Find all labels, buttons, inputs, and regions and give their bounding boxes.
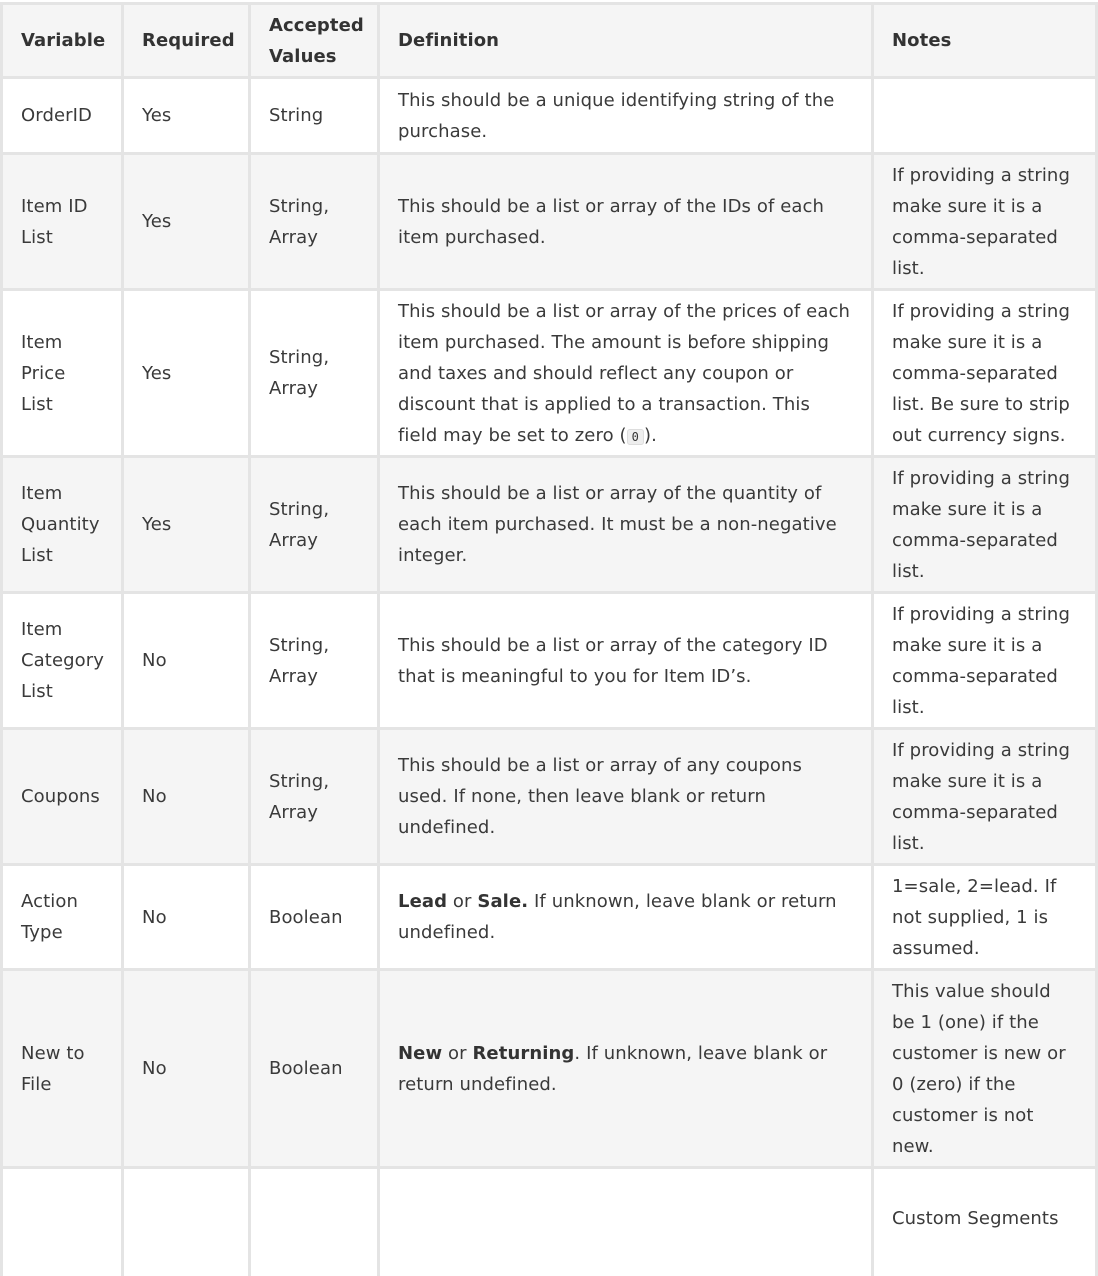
definition-text-end: ). [643, 424, 657, 446]
cell-variable: Coupons [2, 729, 123, 865]
cell-variable: Item ID List [2, 154, 123, 290]
cell-definition [379, 970, 873, 1168]
definition-text: If unknown, leave blank or return undefined. [398, 891, 837, 943]
cell-required: No [123, 970, 250, 1168]
cell-variable: Item Quantity List [2, 457, 123, 593]
cell-required: Yes [123, 290, 250, 457]
cell-variable: New to File [2, 970, 123, 1168]
definition-bold-term: Lead [398, 891, 448, 912]
table-row [2, 457, 1097, 593]
inline-code: 0 [627, 429, 644, 445]
cell-notes: If providing a string make sure it is a comma-separated list. [873, 729, 1097, 865]
cell-required: Yes [123, 457, 250, 593]
cell-definition: This should be a list or array of the quantity of each item purchased. It must be a non-negative integer. [379, 457, 873, 593]
table-header-row [2, 4, 1097, 78]
cell-accepted-values: String, Array [250, 729, 379, 865]
cell-required: Yes [123, 154, 250, 290]
cell-variable: Item Category List [2, 593, 123, 729]
table-row [2, 290, 1097, 457]
table-row [2, 865, 1097, 970]
header-notes: Notes [873, 4, 1097, 78]
cell-variable: OrderID [2, 78, 123, 154]
variables-table [0, 2, 1098, 1276]
header-required: Required [123, 4, 250, 78]
table-row [2, 593, 1097, 729]
cell-notes: This value should be 1 (one) if the customer is new or 0 (zero) if the customer is not new. [873, 970, 1097, 1168]
cell-accepted-values: String, Array [250, 290, 379, 457]
cell-accepted-values: String, Array [250, 457, 379, 593]
table-row [2, 1168, 1097, 1276]
table-row [2, 154, 1097, 290]
cell-required: No [123, 729, 250, 865]
table-row [2, 729, 1097, 865]
definition-text: This should be a list or array of the prices of each item purchased. The amount is before shipping and taxes and should reflect any coupon or discount that is applied to a transaction. This field may be set to zero ( [398, 300, 850, 446]
cell-notes: 1=sale, 2=lead. If not supplied, 1 is assumed. [873, 865, 1097, 970]
cell-definition [379, 290, 873, 457]
definition-bold-term: Returning [472, 1042, 575, 1064]
cell-notes: If providing a string make sure it is a comma-separated list. [873, 457, 1097, 593]
cell-accepted-values: String, Array [250, 593, 379, 729]
cell-accepted-values [250, 1168, 379, 1276]
cell-definition: This should be a unique identifying string of the purchase. [379, 78, 873, 154]
cell-variable: Item Price List [2, 290, 123, 457]
header-accepted-values: Accepted Values [250, 4, 379, 78]
cell-notes: If providing a string make sure it is a comma-separated list. Be sure to strip out currency signs. [873, 290, 1097, 457]
cell-definition: This should be a list or array of any coupons used. If none, then leave blank or return undefined. [379, 729, 873, 865]
cell-accepted-values: Boolean [250, 970, 379, 1168]
cell-required [123, 1168, 250, 1276]
definition-bold-term: New [398, 1042, 443, 1064]
cell-variable: Action Type [2, 865, 123, 970]
cell-definition [379, 865, 873, 970]
definition-text: or [442, 1042, 473, 1064]
cell-notes [873, 1168, 1097, 1276]
cell-required: No [123, 593, 250, 729]
header-definition: Definition [379, 4, 873, 78]
table-row [2, 78, 1097, 154]
cell-notes: If providing a string make sure it is a comma-separated list. [873, 593, 1097, 729]
cell-variable [2, 1168, 123, 1276]
definition-bold-term: Sale. [477, 891, 529, 912]
definition-text: or [447, 891, 478, 912]
notes-partial-text: Custom Segments [892, 1208, 1059, 1229]
cell-accepted-values: String, Array [250, 154, 379, 290]
header-variable: Variable [2, 4, 123, 78]
cell-required: Yes [123, 78, 250, 154]
cell-accepted-values: String [250, 78, 379, 154]
cell-notes: If providing a string make sure it is a comma-separated list. [873, 154, 1097, 290]
table-row [2, 970, 1097, 1168]
definition-text: . If unknown, leave blank or return undefined. [398, 1042, 828, 1095]
cell-notes [873, 78, 1097, 154]
cell-definition: This should be a list or array of the IDs of each item purchased. [379, 154, 873, 290]
cell-definition: This should be a list or array of the category ID that is meaningful to you for Item ID’s. [379, 593, 873, 729]
cell-accepted-values: Boolean [250, 865, 379, 970]
cell-required: No [123, 865, 250, 970]
cell-definition [379, 1168, 873, 1276]
